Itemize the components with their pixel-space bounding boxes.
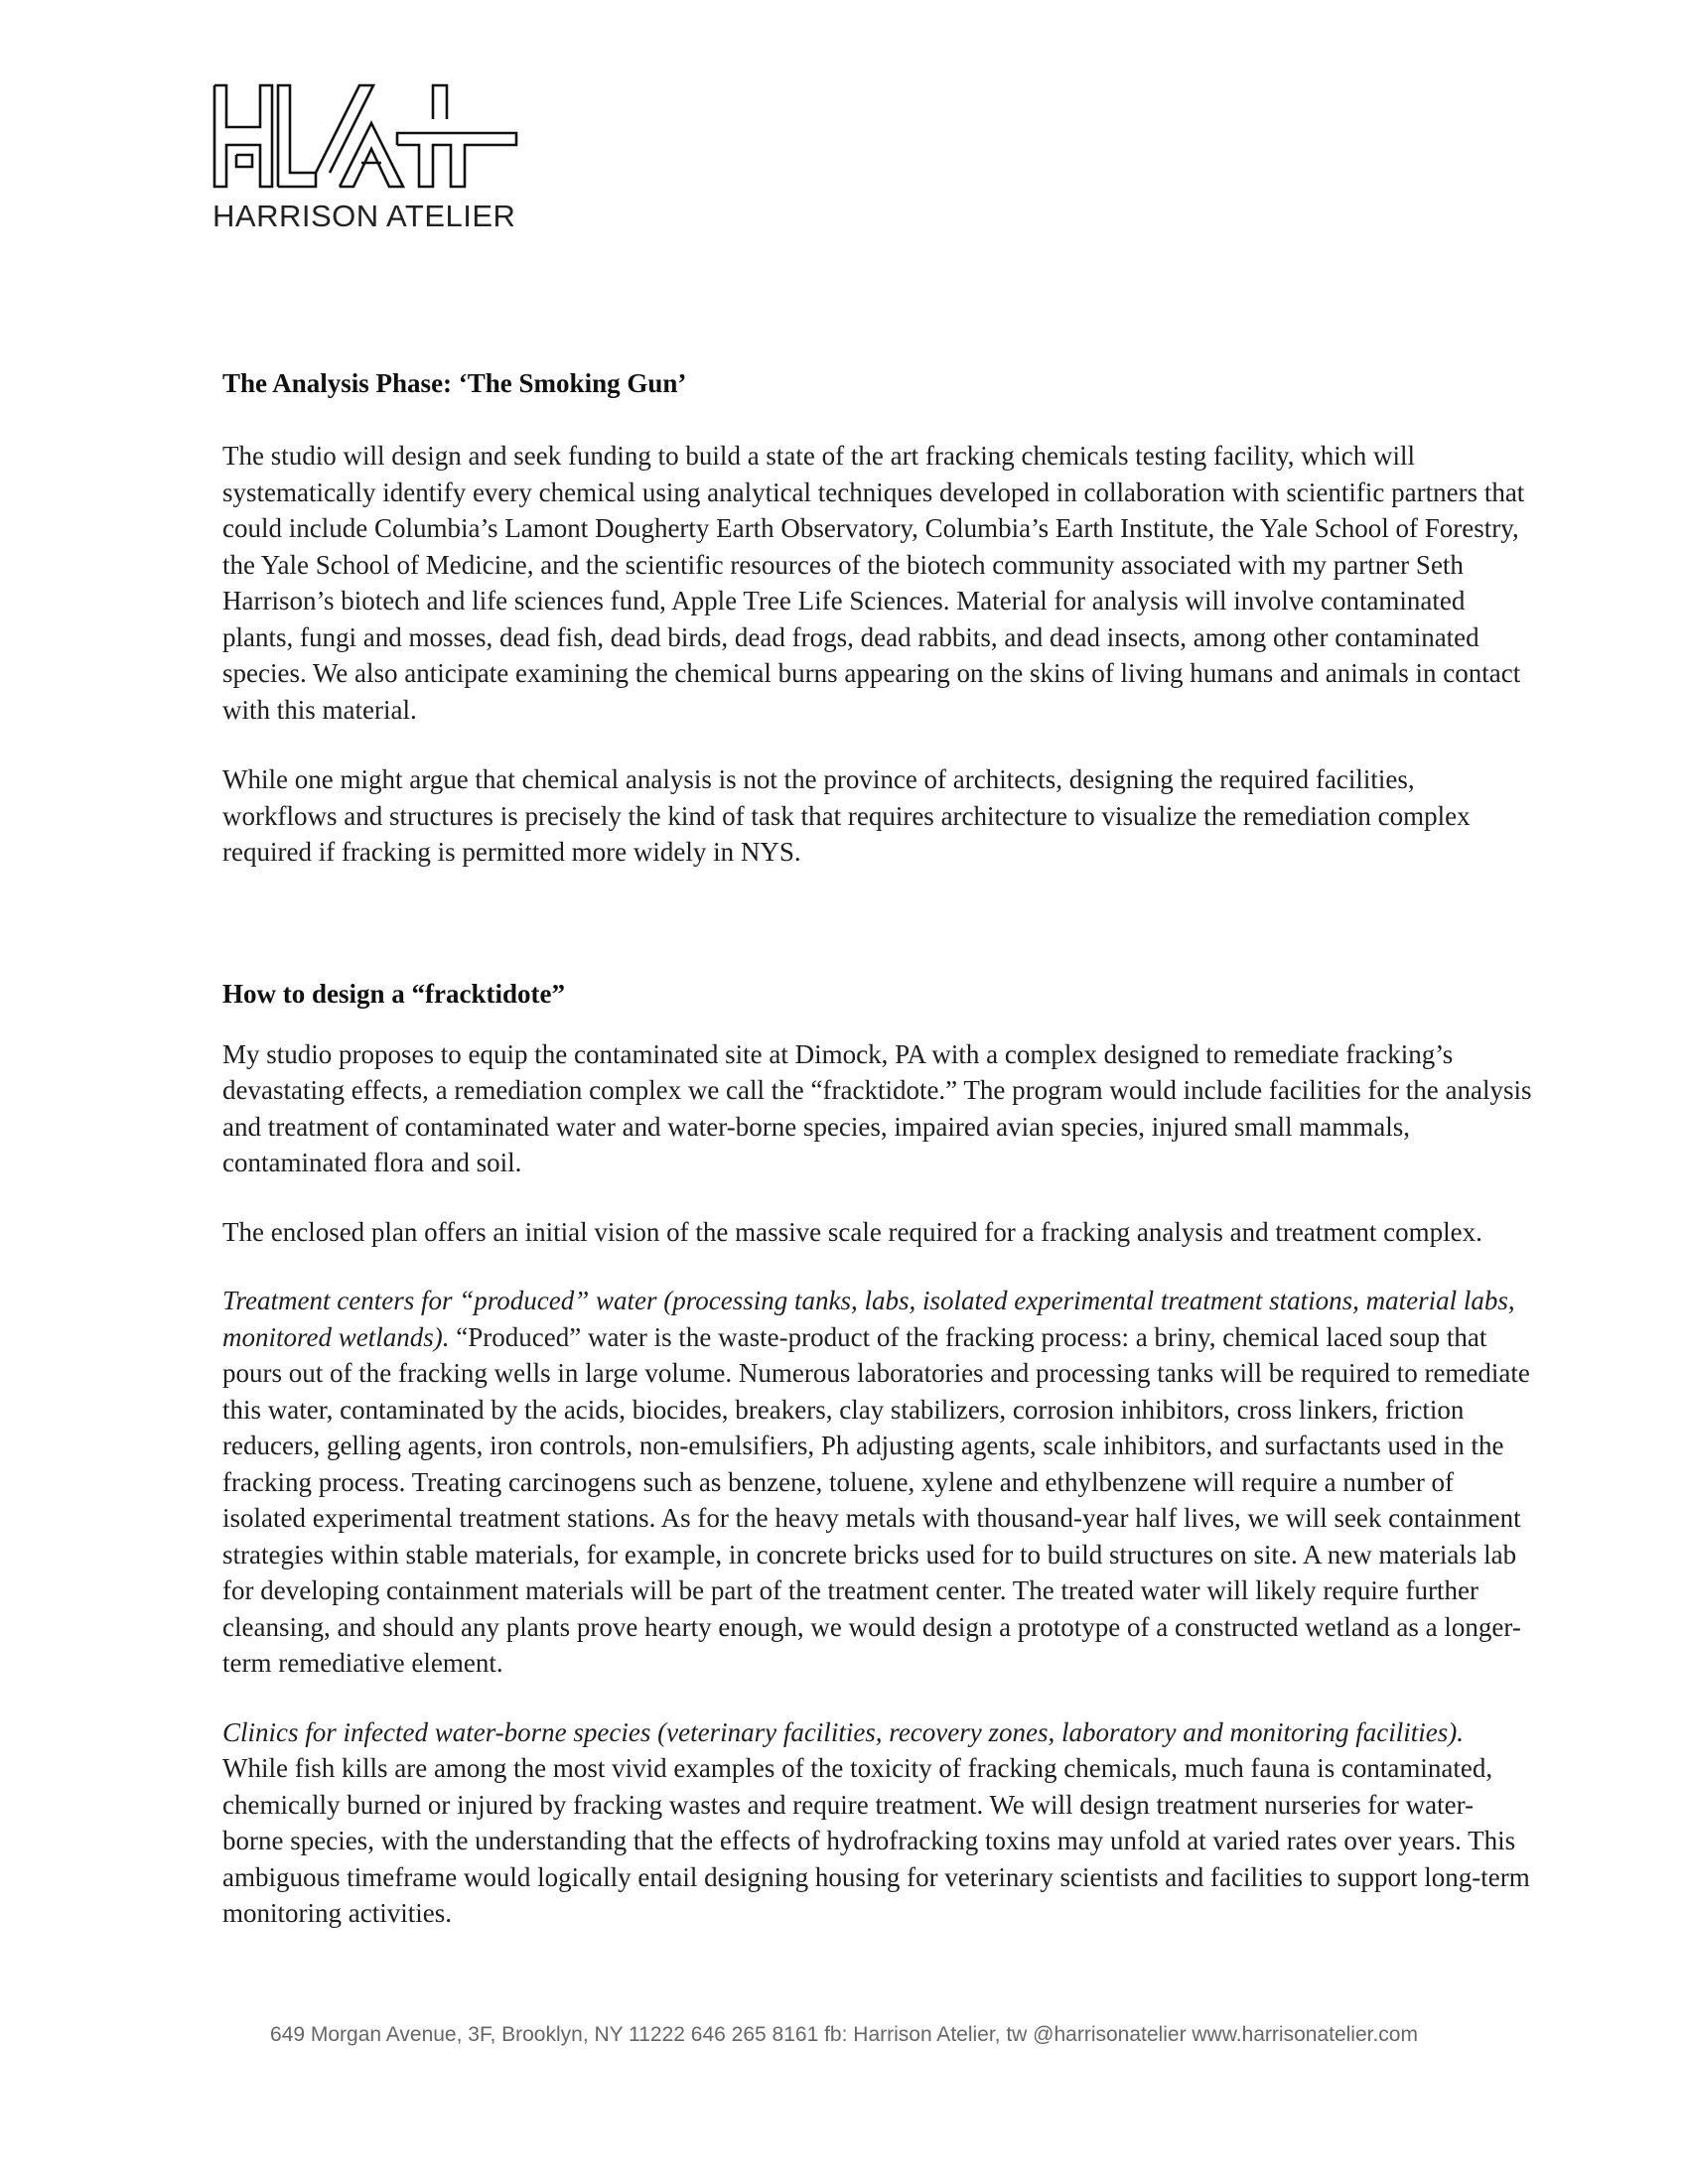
item-lead: Treatment centers for “produced” water (processing tanks, labs, isolated experimental treatment stations, material labs, monitored wetlands). — [222, 1286, 1515, 1352]
paragraph: The studio will design and seek funding to build a state of the art fracking chemicals testing facility, which will systematically identify every chemical using analytical techniques developed in collaboration with scientific partners that could include Columbia’s Lamont Dougherty Earth Observatory, Columbia’s Earth Institute, the Yale School of Forestry, the Yale School of Medicine, and the scientific resources of the biotech community associated with my partner Seth Harrison’s biotech and life sciences fund, Apple Tree Life Sciences. Material for analysis will involve contaminated plants, fungi and mosses, dead fish, dead birds, dead frogs, dead rabbits, and dead insects, among other contaminated species. We also anticipate examining the chemical burns appearing on the skins of living humans and animals in contact with this material. — [222, 441, 1525, 725]
harrison-atelier-logo-mark — [212, 83, 520, 193]
section-heading-fracktidote: How to design a “fracktidote” — [222, 978, 565, 1009]
item-body: “Produced” water is the waste-product of the fracking process: a briny, chemical laced soup that pours out of the fracking wells in large volume. Numerous laboratories and processing tanks will be required to remediate this water, contaminated by the acids, biocides, breakers, clay stabilizers, corrosion inhibitors, cross linkers, friction reducers, gelling agents, iron controls, non-emulsifiers, Ph adjusting agents, scale inhibitors, and surfactants used in the fracking process. Treating carcinogens such as benzene, toluene, xylene and ethylbenzene will require a number of isolated experimental treatment stations. As for the heavy metals with thousand-year half lives, we will seek containment strategies within stable materials, for example, in concrete bricks used for to build structures on site. A new materials lab for developing containment materials will be part of the treatment center. The treated water will likely require further cleansing, and should any plants prove hearty enough, we would design a prototype of a constructed wetland as a longer-term remediative element. — [222, 1321, 1530, 1678]
paragraph: My studio proposes to equip the contaminated site at Dimock, PA with a complex designed to remediate fracking’s devastating effects, a remediation complex we call the “fracktidote.” The program would include facilities for the analysis and treatment of contaminated water and water-borne species, impaired avian species, injured small mammals, contaminated flora and soil. — [222, 1038, 1532, 1177]
footer-contact: 649 Morgan Avenue, 3F, Brooklyn, NY 11222 646 265 8161 fb: Harrison Atelier, tw @harrisonatelier www.harrisonatelier.com — [270, 2023, 1418, 2046]
paragraph: The enclosed plan offers an initial vision of the massive scale required for a fracking analysis and treatment complex. — [222, 1216, 1482, 1247]
company-name: HARRISON ATELIER — [212, 199, 516, 233]
paragraph-treatment-centers — [222, 1283, 1533, 1682]
section-heading-analysis: The Analysis Phase: ‘The Smoking Gun’ — [222, 368, 687, 398]
item-lead: Clinics for infected water-borne species (veterinary facilities, recovery zones, laboratory and monitoring facilities). — [222, 1716, 1464, 1747]
document-body — [222, 365, 1533, 1932]
item-body: While fish kills are among the most vivid examples of the toxicity of fracking chemicals, much fauna is contaminated, chemically burned or injured by fracking wastes and require treatment. We will design treatment nurseries for water-borne species, with the understanding that the effects of hydrofracking toxins may unfold at varied rates over years. This ambiguous timeframe would logically entail designing housing for veterinary scientists and facilities to support long-term monitoring activities. — [222, 1753, 1530, 1928]
paragraph: While one might argue that chemical analysis is not the province of architects, designing the required facilities, workflows and structures is precisely the kind of task that requires architecture to visualize the remediation complex required if fracking is permitted more widely in NYS. — [222, 764, 1471, 867]
paragraph-clinics — [222, 1714, 1533, 1932]
logo — [212, 83, 530, 234]
